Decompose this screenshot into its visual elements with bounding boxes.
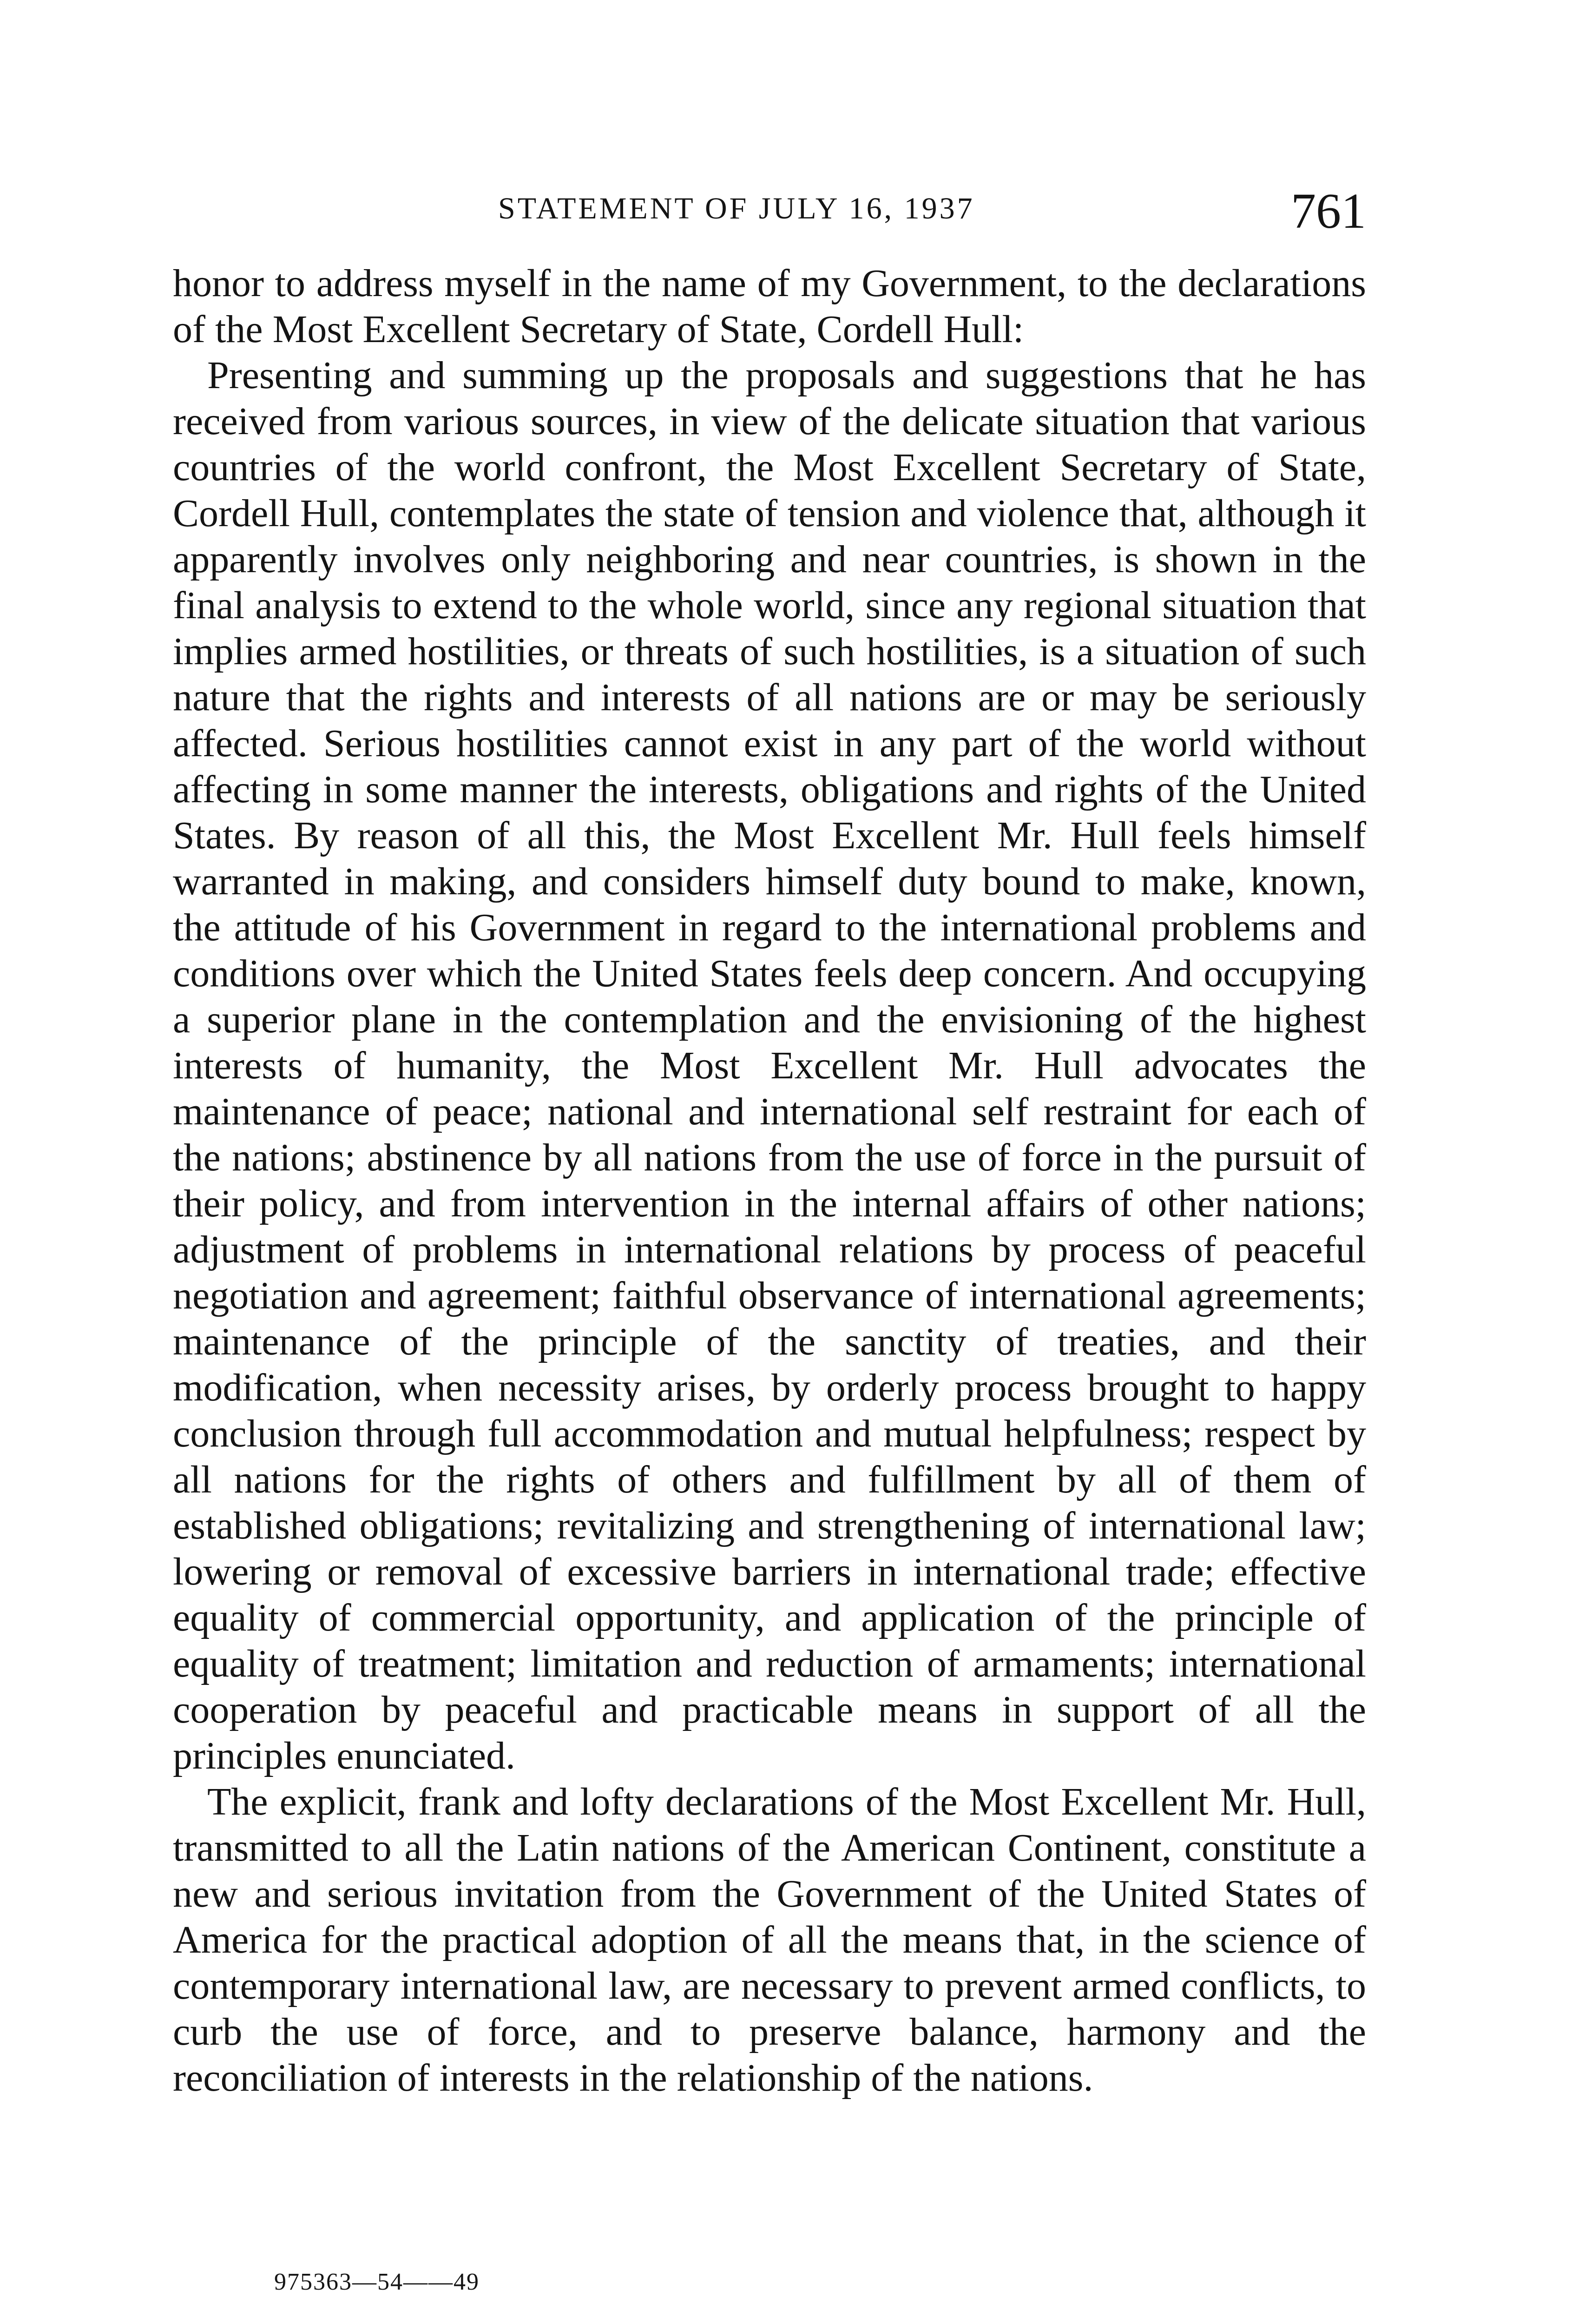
running-title: STATEMENT OF JULY 16, 1937 xyxy=(498,191,975,225)
paragraph-hull-proposals: Presenting and summing up the proposals and suggestions that he has received from various sources, in view of the delicate situation that various countries of the world confront, the Most Excellent Secretary of State, Cordell Hull, contemplates the state of tension and violence that, although it apparently involves only neighboring and near countries, is shown in the final analysis to extend to the whole world, since any regional situation that implies armed hostilities, or threats of such hostilities, is a situation of such nature that the rights and interests of all nations are or may be seriously affected. Serious hostilities cannot exist in any part of the world without affecting in some manner the interests, obligations and rights of the United States. By reason of all this, the Most Excellent Mr. Hull feels himself warranted in making, and considers himself duty bound to make, known, the attitude of his Government in regard to the international problems and conditions over which the United States feels deep concern. And occupying a superior plane in the contemplation and the envisioning of the highest interests of humanity, the Most Excellent Mr. Hull advocates the maintenance of peace; national and international self restraint for each of the nations; abstinence by all nations from the use of force in the pursuit of their policy, and from intervention in the internal affairs of other nations; adjustment of problems in international relations by process of peaceful negotiation and agreement; faithful observance of international agreements; maintenance of the principle of the sanctity of treaties, and their modification, when necessity arises, by orderly process brought to happy conclusion through full accommodation and mutual helpfulness; respect by all nations for the rights of others and fulfillment by all of them of established obligations; revitalizing and strengthening of international law; lowering or removal of excessive barriers in international trade; effective equality of commercial opportunity, and application of the principle of equality of treatment; limitation and reduction of armaments; international cooperation by peaceful and practicable means in support of all the principles enunciated. xyxy=(173,354,1366,1777)
running-head xyxy=(173,183,1366,238)
page-number: 761 xyxy=(1291,184,1366,239)
body-text xyxy=(173,260,1366,2101)
paragraph-invitation: The explicit, frank and lofty declarations of the Most Excellent Mr. Hull, transmitted to all the Latin nations of the American Continent, constitute a new and serious invitation from the Government of the United States of America for the practical adoption of all the means that, in the science of contemporary international law, are necessary to prevent armed conflicts, to curb the use of force, and to preserve balance, harmony and the reconciliation of interests in the relationship of the nations. xyxy=(173,1780,1366,2100)
printer-code: 975363—54——49 xyxy=(274,2269,480,2295)
paragraph-continuation: honor to address myself in the name of my Government, to the declarations of the Most Excellent Secretary of State, Cordell Hull: xyxy=(173,262,1366,351)
